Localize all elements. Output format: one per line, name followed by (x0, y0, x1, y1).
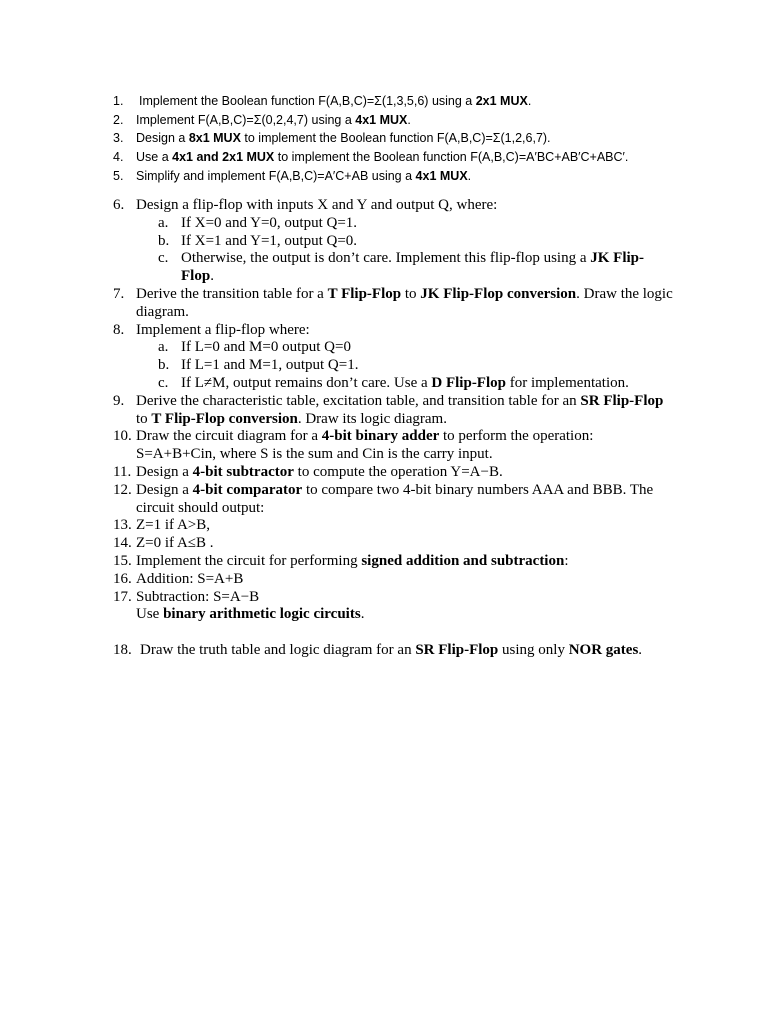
list-item (0, 553, 768, 571)
sub-item (0, 250, 768, 268)
item-number: 12. (113, 481, 132, 498)
sub-item-text: If L=0 and M=0 output Q=0 (181, 339, 351, 356)
item-continuation (0, 411, 768, 429)
item-text: Derive the characteristic table, excitation table, and transition table for an SR Flip-Flop (136, 392, 664, 409)
item-text: Draw the truth table and logic diagram for an SR Flip-Flop using only NOR gates. (140, 642, 643, 659)
list-item (0, 535, 768, 553)
item-number: 9. (113, 392, 125, 409)
sub-item (0, 215, 768, 233)
item-number: 5. (113, 168, 124, 183)
list-item (0, 589, 768, 607)
list-item (0, 517, 768, 535)
sub-item-text: If X=1 and Y=1, output Q=0. (181, 232, 358, 249)
item-text: Implement the circuit for performing signed addition and subtraction: (136, 552, 569, 569)
sub-item-text: Otherwise, the output is don’t care. Implement this flip-flop using a JK Flip- (181, 250, 644, 267)
sub-item-label: b. (158, 232, 170, 249)
item-text: Design a flip-flop with inputs X and Y and output Q, where: (136, 197, 498, 213)
list-item (0, 92, 768, 111)
item-text: Use a 4x1 and 2x1 MUX to implement the Boolean function F(A,B,C)=A′BC+AB′C+ABC′. (136, 150, 629, 165)
sub-item-text: If X=0 and Y=0, output Q=1. (181, 214, 358, 231)
item-text: Simplify and implement F(A,B,C)=A′C+AB using a 4x1 MUX. (136, 168, 472, 183)
mux-question-list (0, 92, 768, 185)
item-text: S=A+B+Cin, where S is the sum and Cin is the carry input. (136, 446, 493, 463)
sub-item-text: If L=1 and M=1, output Q=1. (181, 357, 359, 374)
item-continuation (0, 446, 768, 464)
list-item (0, 642, 768, 660)
item-text: Draw the circuit diagram for a 4-bit binary adder to perform the operation: (136, 428, 594, 445)
list-item (0, 129, 768, 148)
sub-item-label: a. (158, 214, 169, 231)
sub-item (0, 357, 768, 375)
item-continuation (0, 304, 768, 322)
sub-item-label: a. (158, 339, 169, 356)
item-text: Design a 4-bit comparator to compare two 4-bit binary numbers AAA and BBB. The (136, 481, 654, 498)
blank-line (0, 624, 768, 642)
item-number: 13. (113, 517, 132, 534)
item-text: Implement the Boolean function F(A,B,C)=Σ(1,3,5,6) using a 2x1 MUX. (139, 94, 532, 108)
item-text: Z=1 if A>B, (136, 517, 211, 534)
item-text: circuit should output: (136, 499, 265, 516)
sub-item-text: Flop. (181, 268, 214, 285)
list-item (0, 286, 768, 304)
sub-item (0, 375, 768, 393)
item-number: 7. (113, 285, 125, 302)
item-text: Implement a flip-flop where: (136, 321, 310, 338)
item-text: Implement F(A,B,C)=Σ(0,2,4,7) using a 4x1 MUX. (136, 112, 411, 127)
item-number: 3. (113, 131, 124, 146)
item-text: Design a 8x1 MUX to implement the Boolean function F(A,B,C)=Σ(1,2,6,7). (136, 131, 551, 146)
list-item (0, 393, 768, 411)
item-number: 1. (113, 94, 124, 108)
sub-item-label: c. (158, 374, 169, 391)
list-item (0, 482, 768, 500)
sub-item (0, 233, 768, 251)
item-text: Derive the transition table for a T Flip-Flop to JK Flip-Flop conversion. Draw the logic (136, 285, 673, 302)
sub-item-text: If L≠M, output remains don’t care. Use a D Flip-Flop for implementation. (181, 374, 629, 391)
item-text: to T Flip-Flop conversion. Draw its logic diagram. (136, 410, 447, 427)
item-text: Subtraction: S=A−B (136, 588, 260, 605)
list-item (0, 148, 768, 167)
item-number: 8. (113, 321, 125, 338)
item-text: Use binary arithmetic logic circuits. (136, 606, 365, 623)
list-item (0, 111, 768, 130)
sub-item-label: b. (158, 357, 170, 374)
list-item (0, 197, 768, 215)
item-number: 10. (113, 428, 132, 445)
list-item (0, 428, 768, 446)
item-number: 15. (113, 552, 132, 569)
item-number: 2. (113, 112, 124, 127)
item-number: 4. (113, 150, 124, 165)
flipflop-question-list (0, 197, 768, 660)
item-text: Z=0 if A≤B . (136, 535, 214, 552)
item-number: 16. (113, 570, 132, 587)
item-text: Design a 4-bit subtractor to compute the operation Y=A−B. (136, 463, 503, 480)
sub-item-continuation (0, 268, 768, 286)
item-text: diagram. (136, 303, 189, 320)
list-item (0, 167, 768, 186)
sub-item (0, 339, 768, 357)
item-number: 17. (113, 588, 132, 605)
item-continuation (0, 500, 768, 518)
item-continuation (0, 606, 768, 624)
list-item (0, 464, 768, 482)
item-number: 6. (113, 197, 125, 213)
item-number: 18. (113, 642, 132, 659)
item-number: 14. (113, 535, 132, 552)
item-text: Addition: S=A+B (136, 570, 244, 587)
list-item (0, 571, 768, 589)
item-number: 11. (113, 463, 132, 480)
list-item (0, 322, 768, 340)
sub-item-label: c. (158, 250, 169, 267)
